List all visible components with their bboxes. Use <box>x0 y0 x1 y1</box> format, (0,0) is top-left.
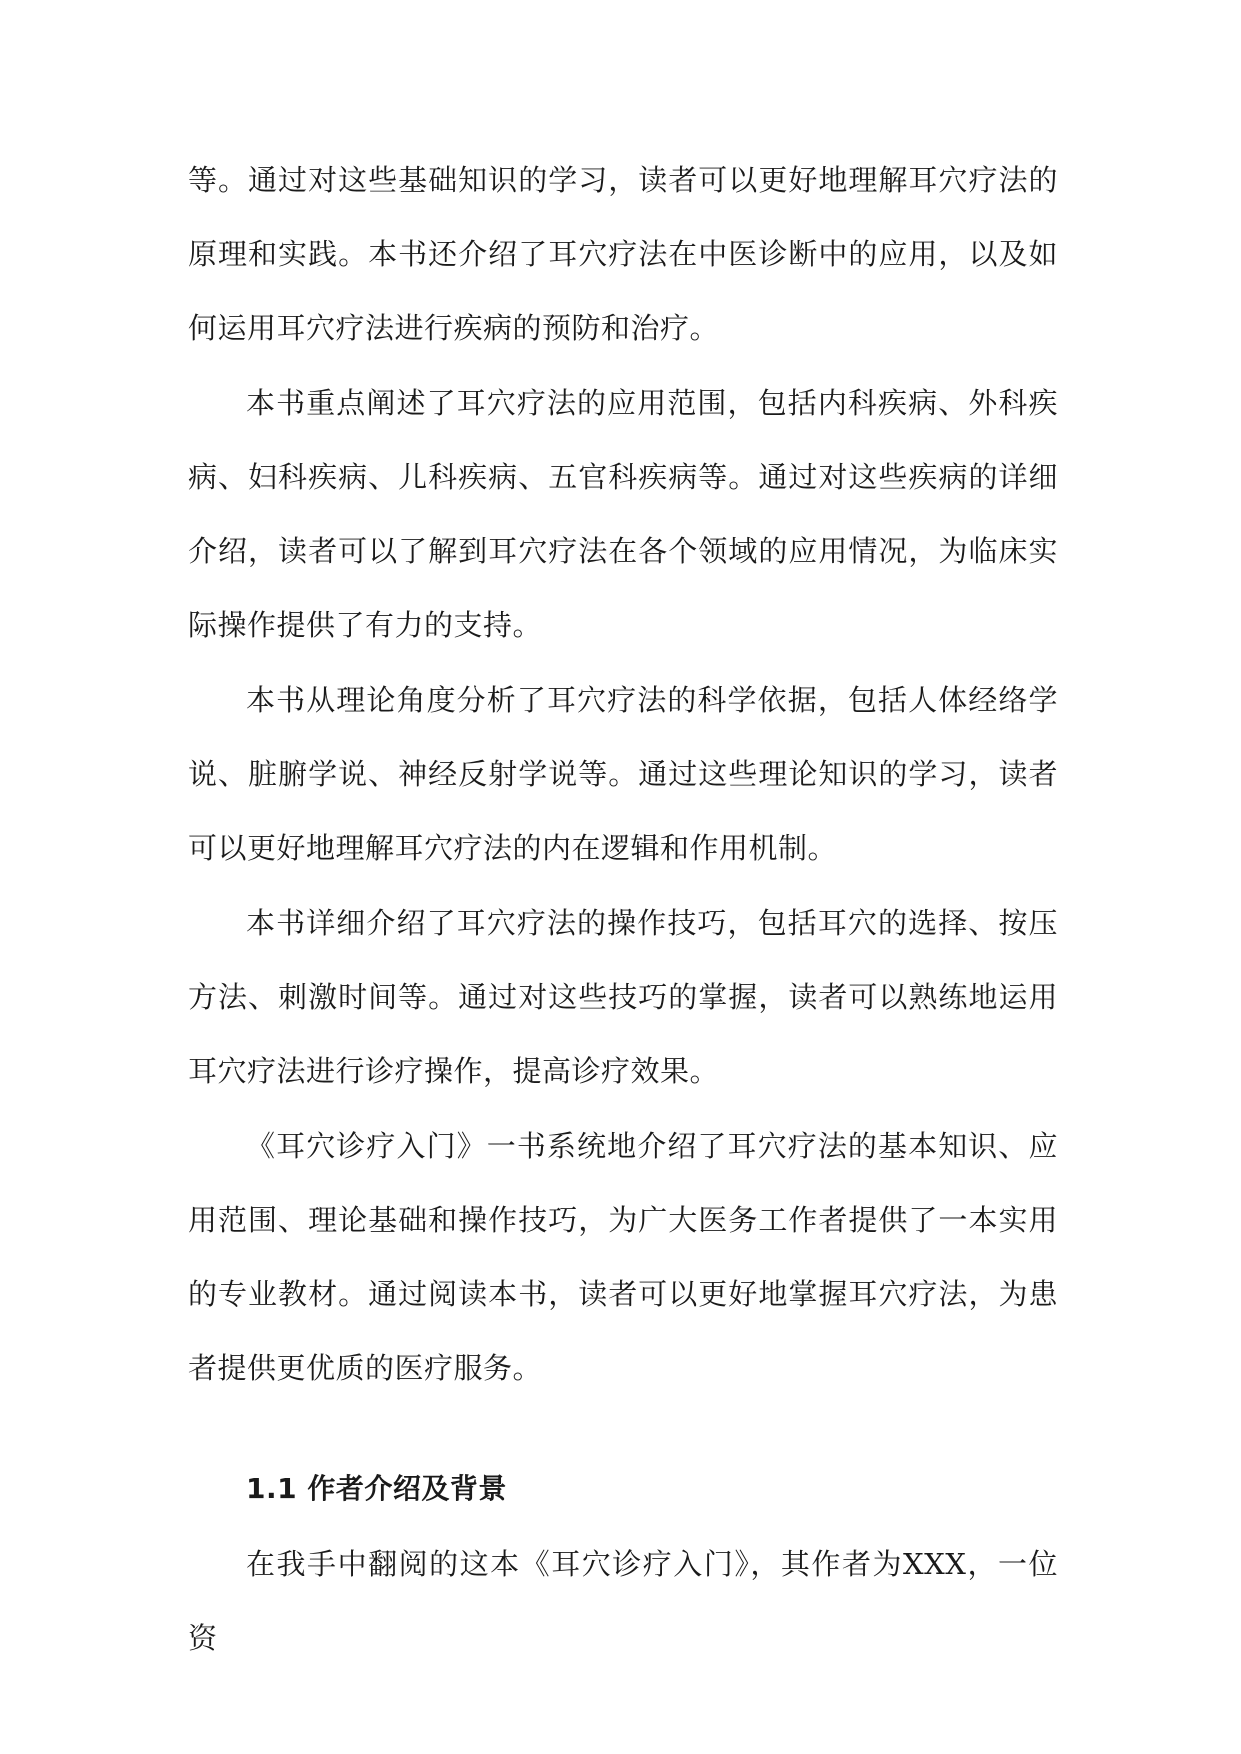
body-paragraph: 《耳穴诊疗入门》一书系统地介绍了耳穴疗法的基本知识、应用范围、理论基础和操作技巧，为广大医务工作者提供了一本实用的专业教材。通过阅读本书，读者可以更好地掌握耳穴疗法，为患者提供更优质的医疗服务。 <box>188 1129 1058 1385</box>
document-body <box>188 143 1058 1676</box>
section-heading: 1.1 作者介绍及背景 <box>246 1472 507 1505</box>
body-paragraph: 等。通过对这些基础知识的学习，读者可以更好地理解耳穴疗法的原理和实践。本书还介绍了耳穴疗法在中医诊断中的应用，以及如何运用耳穴疗法进行疾病的预防和治疗。 <box>188 163 1058 345</box>
body-paragraph: 本书详细介绍了耳穴疗法的操作技巧，包括耳穴的选择、按压方法、刺激时间等。通过对这些技巧的掌握，读者可以熟练地运用耳穴疗法进行诊疗操作，提高诊疗效果。 <box>188 906 1058 1088</box>
body-paragraph: 本书从理论角度分析了耳穴疗法的科学依据，包括人体经络学说、脏腑学说、神经反射学说等。通过这些理论知识的学习，读者可以更好地理解耳穴疗法的内在逻辑和作用机制。 <box>188 683 1058 865</box>
body-paragraph: 本书重点阐述了耳穴疗法的应用范围，包括内科疾病、外科疾病、妇科疾病、儿科疾病、五官科疾病等。通过对这些疾病的详细介绍，读者可以了解到耳穴疗法在各个领域的应用情况，为临床实际操作提供了有力的支持。 <box>188 386 1058 642</box>
section-paragraph: 在我手中翻阅的这本《耳穴诊疗入门》，其作者为XXX，一位资 <box>188 1547 1058 1655</box>
